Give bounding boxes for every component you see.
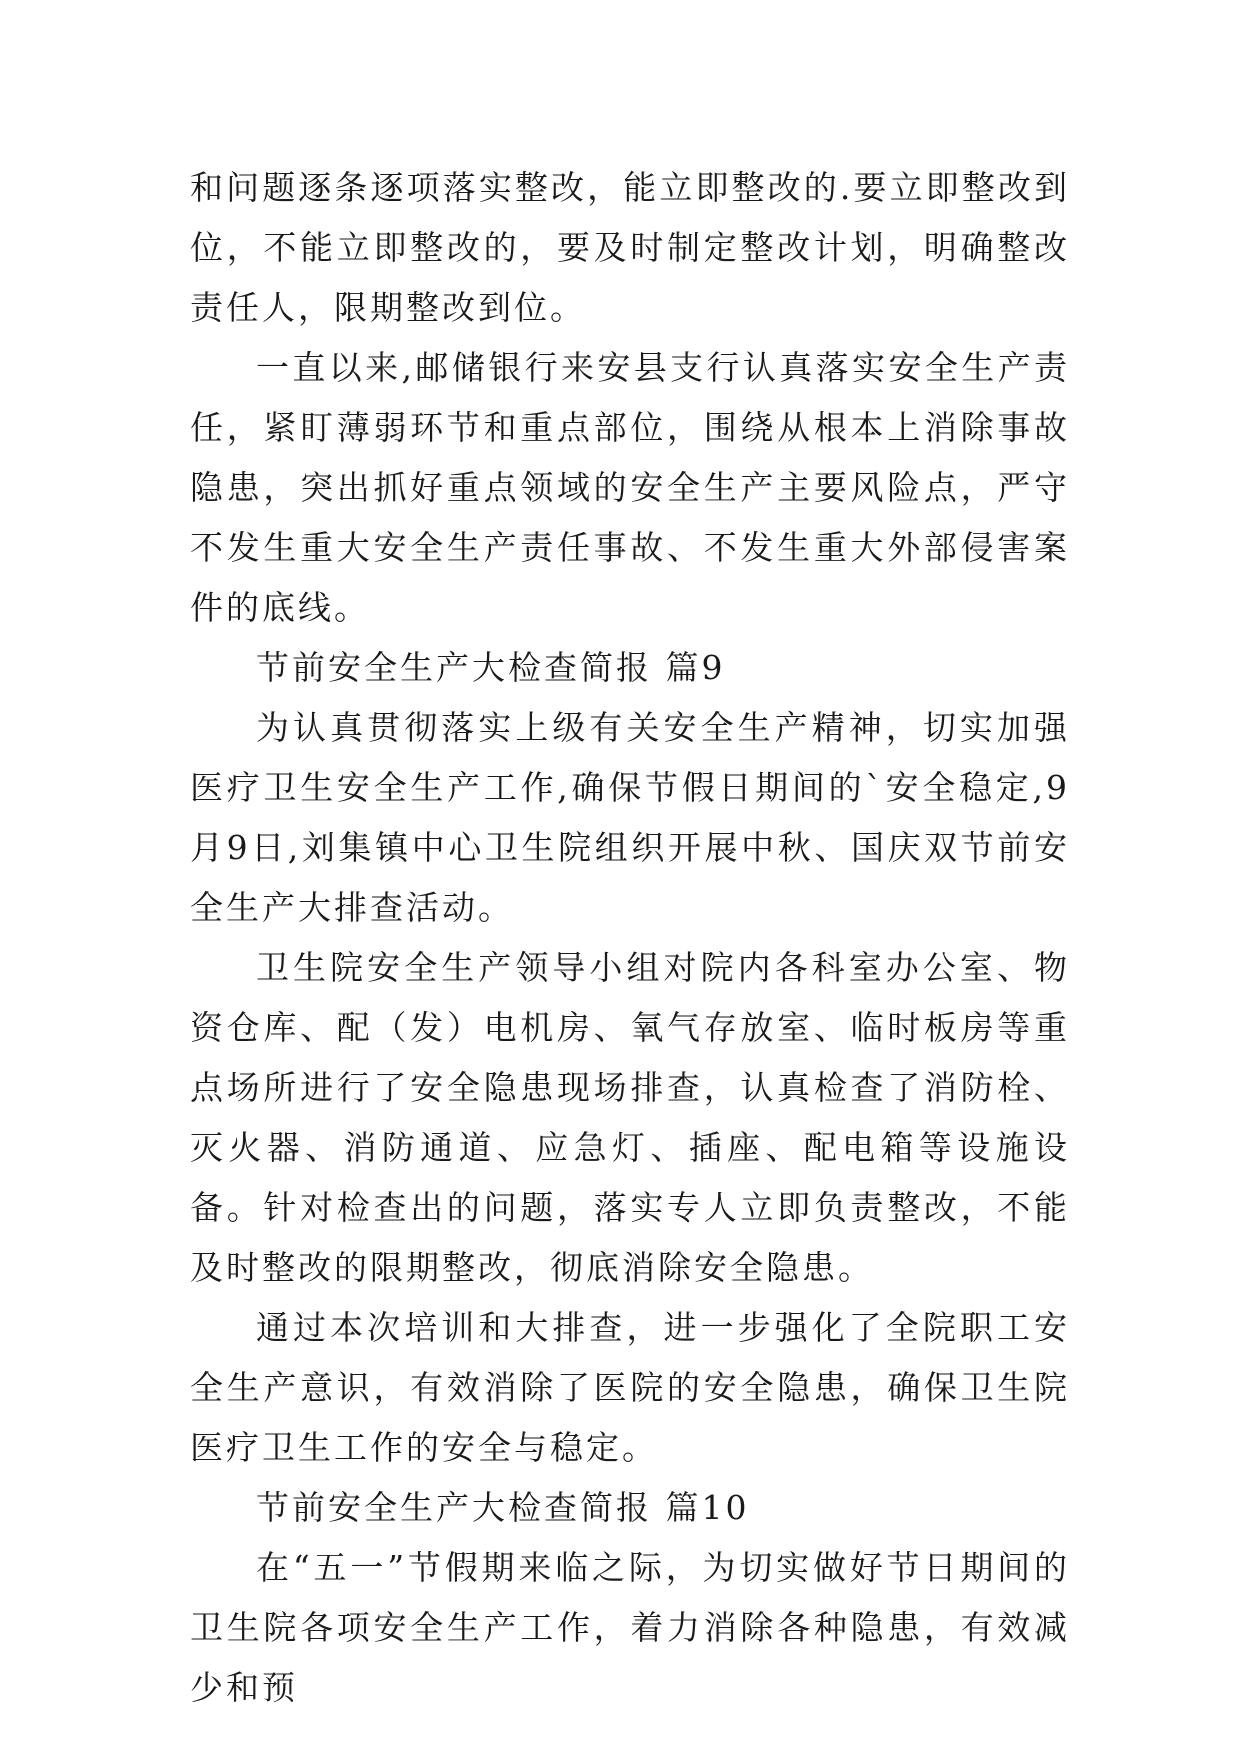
paragraph: 通过本次培训和大排查，进一步强化了全院职工安全生产意识，有效消除了医院的安全隐患，确保卫生院医疗卫生工作的安全与稳定。 xyxy=(190,1308,1070,1467)
paragraph: 为认真贯彻落实上级有关安全生产精神，切实加强医疗卫生安全生产工作,确保节假日期间的`安全稳定,9月9日,刘集镇中心卫生院组织开展中秋、国庆双节前安全生产大排查活动。 xyxy=(190,708,1070,927)
paragraph: 在“五一”节假期来临之际，为切实做好节日期间的卫生院各项安全生产工作，着力消除各种隐患，有效减少和预 xyxy=(190,1548,1070,1707)
section-heading: 节前安全生产大检查简报 篇9 xyxy=(256,648,726,687)
document-body xyxy=(190,158,1070,1718)
section-heading: 节前安全生产大检查简报 篇10 xyxy=(256,1488,750,1527)
paragraph: 一直以来,邮储银行来安县支行认真落实安全生产责任，紧盯薄弱环节和重点部位，围绕从根本上消除事故隐患，突出抓好重点领域的安全生产主要风险点，严守不发生重大安全生产责任事故、不发生重大外部侵害案件的底线。 xyxy=(190,348,1070,627)
paragraph-continuation: 和问题逐条逐项落实整改，能立即整改的.要立即整改到位，不能立即整改的，要及时制定整改计划，明确整改责任人，限期整改到位。 xyxy=(190,168,1070,327)
paragraph: 卫生院安全生产领导小组对院内各科室办公室、物资仓库、配（发）电机房、氧气存放室、临时板房等重点场所进行了安全隐患现场排查，认真检查了消防栓、灭火器、消防通道、应急灯、插座、配电箱等设施设备。针对检查出的问题，落实专人立即负责整改，不能及时整改的限期整改，彻底消除安全隐患。 xyxy=(190,948,1070,1287)
